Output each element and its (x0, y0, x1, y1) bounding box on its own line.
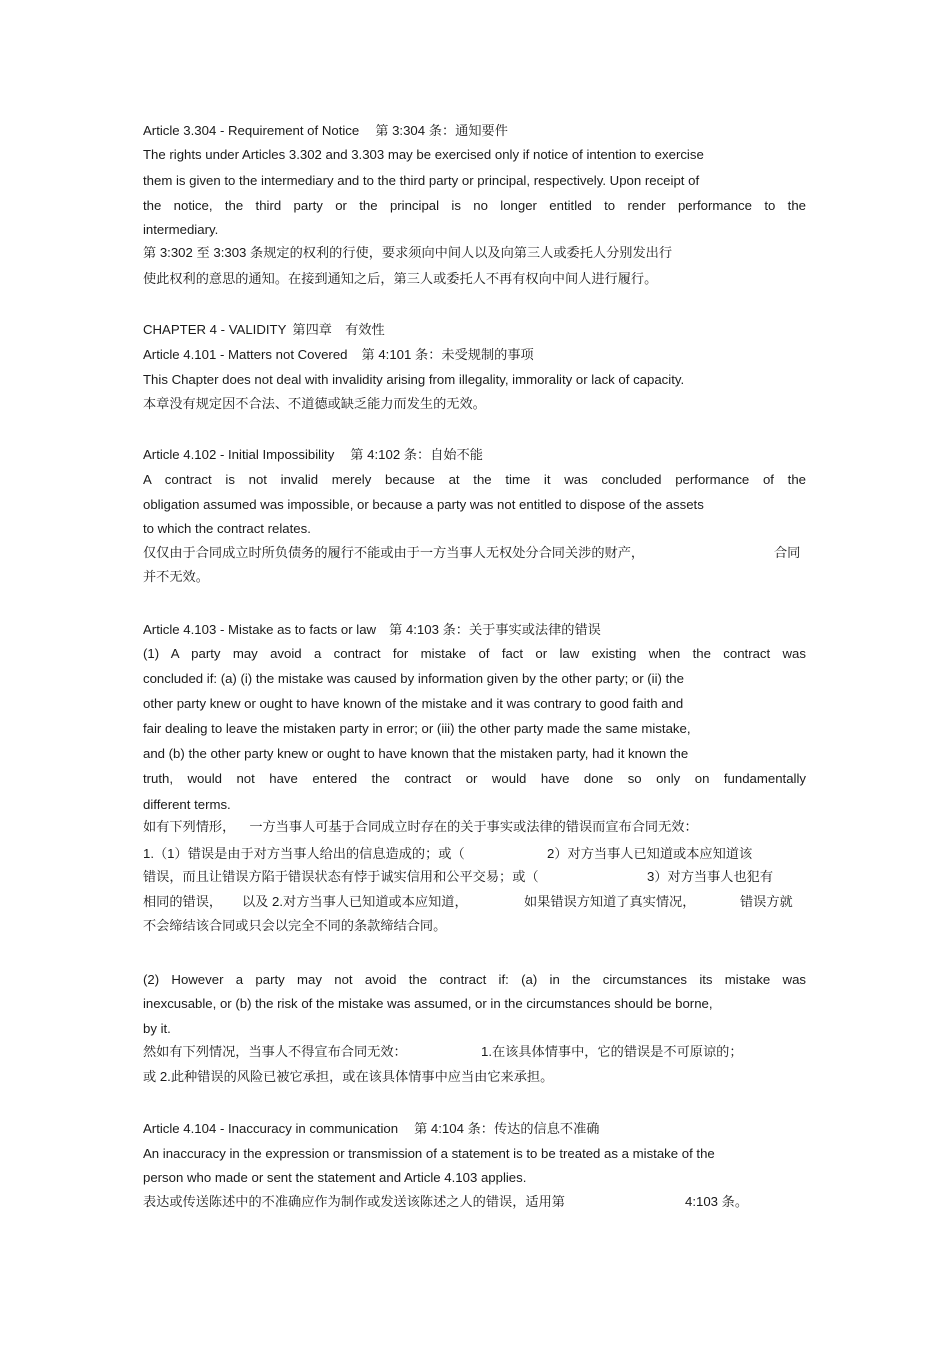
cn-segment: 错误，而且让错误方陷于错误状态有悖于诚实信用和公平交易；或（ (143, 869, 539, 884)
article-3-304-heading (143, 122, 508, 140)
article-4-103-cn-line (143, 1043, 743, 1061)
cn-segment: 合同 (774, 545, 801, 560)
heading-cn: 第 4:103 条：关于事实或法律的错误 (389, 622, 601, 637)
cn-segment: 1.在该具体情事中，它的错误是不可原谅的； (481, 1044, 743, 1059)
article-4-102-en-line: A contract is not invalid merely because at the time it was concluded performance of the (143, 472, 806, 487)
cn-segment: 3）对方当事人也犯有 (647, 869, 774, 884)
article-3-304-cn-line: 第 3:302 至 3:303 条规定的权利的行使，要求须向中间人以及向第三人或委托人分别发出行 (143, 245, 673, 260)
cn-segment: 一方当事人可基于合同成立时存在的关于事实或法律的错误而宣布合同无效： (249, 819, 698, 834)
article-4-102-en-line: obligation assumed was impossible, or because a party was not entitled to dispose of the assets (143, 497, 704, 512)
article-4-102-en-line: to which the contract relates. (143, 521, 311, 536)
article-4-103-en-line: other party knew or ought to have known of the mistake and it was contrary to good faith and (143, 696, 684, 711)
heading-en: Article 4.104 - Inaccuracy in communication (143, 1121, 399, 1136)
article-4-103-en-line: concluded if: (a) (i) the mistake was caused by information given by the other party; or (ii) the (143, 671, 684, 686)
article-4-103-en-line: fair dealing to leave the mistaken party in error; or (iii) the other party made the same mistake, (143, 721, 691, 736)
chapter-heading-cn: 第四章 有效性 (292, 322, 385, 337)
heading-cn: 第 4:104 条：传达的信息不准确 (414, 1121, 600, 1136)
article-4-103-cn-line (143, 845, 753, 863)
article-4-103-en-line: different terms. (143, 797, 231, 812)
heading-en: Article 4.103 - Mistake as to facts or law (143, 622, 377, 637)
article-4-103-cn-line (143, 868, 774, 886)
cn-segment: 1.（1）错误是由于对方当事人给出的信息造成的；或（ (143, 846, 465, 861)
article-4-103-heading (143, 621, 601, 639)
cn-segment: 相同的错误， (143, 894, 223, 909)
cn-segment: 错误方就 (740, 894, 793, 909)
article-4-101-en-line: This Chapter does not deal with invalidity arising from illegality, immorality or lack of capacity. (143, 372, 685, 387)
heading-en: Article 4.101 - Matters not Covered (143, 347, 348, 362)
cn-segment: 表达或传送陈述中的不准确应作为制作或发送该陈述之人的错误，适用第 (143, 1194, 565, 1209)
cn-segment: 仅仅由于合同成立时所负债务的履行不能或由于一方当事人无权处分合同关涉的财产， (143, 545, 645, 560)
article-4-102-cn-line: 并不无效。 (143, 569, 209, 584)
article-4-101-cn-line: 本章没有规定因不合法、不道德或缺乏能力而发生的无效。 (143, 396, 486, 411)
article-4-101-heading (143, 346, 534, 364)
article-4-103-cn-line (143, 818, 698, 836)
article-4-103-cn-line (143, 893, 793, 911)
chapter-heading-en: CHAPTER 4 - VALIDITY (143, 322, 287, 337)
article-4-103-en-line: inexcusable, or (b) the risk of the mistake was assumed, or in the circumstances should be borne, (143, 996, 713, 1011)
article-4-103-en-line: by it. (143, 1021, 171, 1036)
article-4-103-en-line: (1) A party may avoid a contract for mistake of fact or law existing when the contract was (143, 646, 806, 661)
article-3-304-cn-line: 使此权利的意思的通知。在接到通知之后，第三人或委托人不再有权向中间人进行履行。 (143, 271, 658, 286)
heading-cn: 第 4:102 条：自始不能 (350, 447, 483, 462)
heading-en: Article 4.102 - Initial Impossibility (143, 447, 335, 462)
article-4-103-en-line: truth, would not have entered the contract or would have done so only on fundamentally (143, 771, 806, 786)
article-4-103-cn-line: 不会缔结该合同或只会以完全不同的条款缔结合同。 (143, 918, 447, 933)
cn-segment: 如有下列情形， (143, 819, 236, 834)
article-4-102-heading (143, 446, 483, 464)
article-4-104-en-line: person who made or sent the statement and Article 4.103 applies. (143, 1170, 527, 1185)
cn-segment: 然如有下列情况，当事人不得宣布合同无效： (143, 1044, 407, 1059)
article-3-304-en-line: the notice, the third party or the principal is no longer entitled to render performance to the (143, 198, 806, 213)
article-4-103-en-line: (2) However a party may not avoid the contract if: (a) in the circumstances its mistake was (143, 972, 806, 987)
heading-cn: 第 3:304 条：通知要件 (375, 123, 508, 138)
heading-cn: 第 4:101 条：未受规制的事项 (361, 347, 534, 362)
article-4-103-cn-line: 或 2.此种错误的风险已被它承担，或在该具体情事中应当由它来承担。 (143, 1069, 554, 1084)
cn-segment: 以及 2.对方当事人已知道或本应知道， (242, 894, 468, 909)
article-4-104-heading (143, 1120, 599, 1138)
article-4-102-cn-line (143, 544, 801, 562)
cn-segment: 4:103 条。 (685, 1194, 749, 1209)
article-3-304-en-line: The rights under Articles 3.302 and 3.303 may be exercised only if notice of intention to exercise (143, 147, 704, 162)
article-4-104-en-line: An inaccuracy in the expression or transmission of a statement is to be treated as a mistake of the (143, 1146, 715, 1161)
chapter-4-heading (143, 321, 385, 339)
article-3-304-en-line: them is given to the intermediary and to the third party or principal, respectively. Upon receipt of (143, 173, 700, 188)
cn-segment: 2）对方当事人已知道或本应知道该 (547, 846, 753, 861)
cn-segment: 如果错误方知道了真实情况， (524, 894, 696, 909)
article-4-104-cn-line (143, 1193, 749, 1211)
article-3-304-en-line: intermediary. (143, 222, 219, 237)
heading-en: Article 3.304 - Requirement of Notice (143, 123, 360, 138)
article-4-103-en-line: and (b) the other party knew or ought to have known that the mistaken party, had it known the (143, 746, 689, 761)
